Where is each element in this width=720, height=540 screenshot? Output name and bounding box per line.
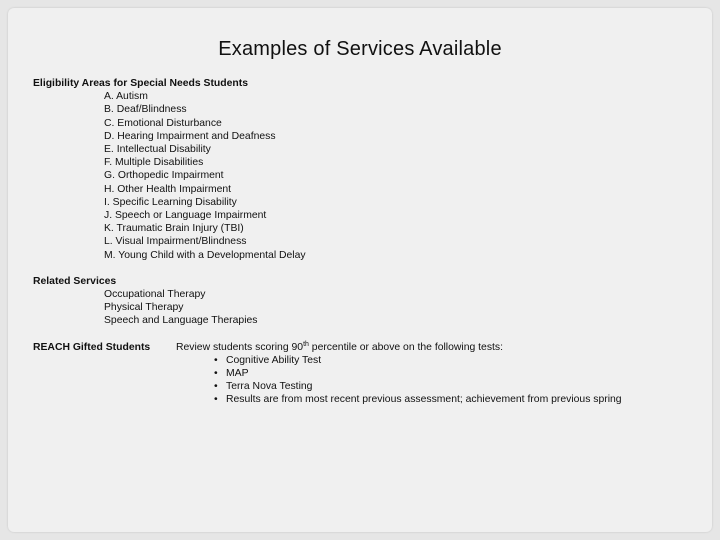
- bullet-icon: •: [214, 354, 218, 366]
- list-item: L. Visual Impairment/Blindness: [104, 236, 247, 248]
- list-item: Speech and Language Therapies: [104, 315, 258, 327]
- list-item: [214, 354, 622, 367]
- bullet-icon: •: [214, 367, 218, 379]
- gifted-heading: REACH Gifted Students: [33, 341, 151, 353]
- slide-content: [33, 77, 703, 411]
- list-item: B. Deaf/Blindness: [104, 104, 187, 116]
- list-item-label: Results are from most recent previous assessment; achievement from previous spring: [226, 394, 622, 406]
- list-item: E. Intellectual Disability: [104, 144, 211, 156]
- list-item: K. Traumatic Brain Injury (TBI): [104, 223, 244, 235]
- related-services-heading: Related Services: [33, 275, 117, 287]
- slide: [8, 8, 712, 532]
- eligibility-heading: Eligibility Areas for Special Needs Students: [33, 78, 248, 89]
- list-item: H. Other Health Impairment: [104, 183, 232, 195]
- gifted-desc-text: Review students scoring 90: [176, 341, 304, 353]
- gifted-description: [176, 341, 503, 354]
- list-item: A. Autism: [104, 91, 148, 103]
- list-item: I. Specific Learning Disability: [104, 196, 237, 208]
- gifted-section: [33, 341, 703, 411]
- list-item: [214, 367, 622, 380]
- list-item: J. Speech or Language Impairment: [104, 210, 267, 222]
- list-item: M. Young Child with a Developmental Delay: [104, 249, 306, 261]
- gifted-desc-text: percentile or above on the following tests:: [308, 341, 503, 353]
- list-item: G. Orthopedic Impairment: [104, 170, 224, 182]
- spacer: [33, 328, 703, 341]
- list-item: [214, 380, 622, 393]
- ordinal-suffix: th: [303, 340, 309, 348]
- list-item-label: Terra Nova Testing: [226, 381, 313, 393]
- bullet-icon: •: [214, 381, 218, 393]
- list-item: D. Hearing Impairment and Deafness: [104, 130, 276, 142]
- list-item: Physical Therapy: [104, 302, 184, 314]
- bullet-icon: •: [214, 394, 218, 406]
- eligibility-list: [33, 90, 703, 262]
- list-item: F. Multiple Disabilities: [104, 157, 204, 169]
- list-item-label: MAP: [226, 367, 249, 379]
- spacer: [33, 262, 703, 275]
- list-item: Occupational Therapy: [104, 289, 206, 301]
- slide-title: Examples of Services Available: [218, 38, 502, 60]
- gifted-tests-list: [214, 354, 622, 407]
- list-item: [214, 393, 622, 406]
- list-item-label: Cognitive Ability Test: [226, 354, 322, 366]
- related-services-list: [33, 288, 703, 328]
- list-item: C. Emotional Disturbance: [104, 117, 222, 129]
